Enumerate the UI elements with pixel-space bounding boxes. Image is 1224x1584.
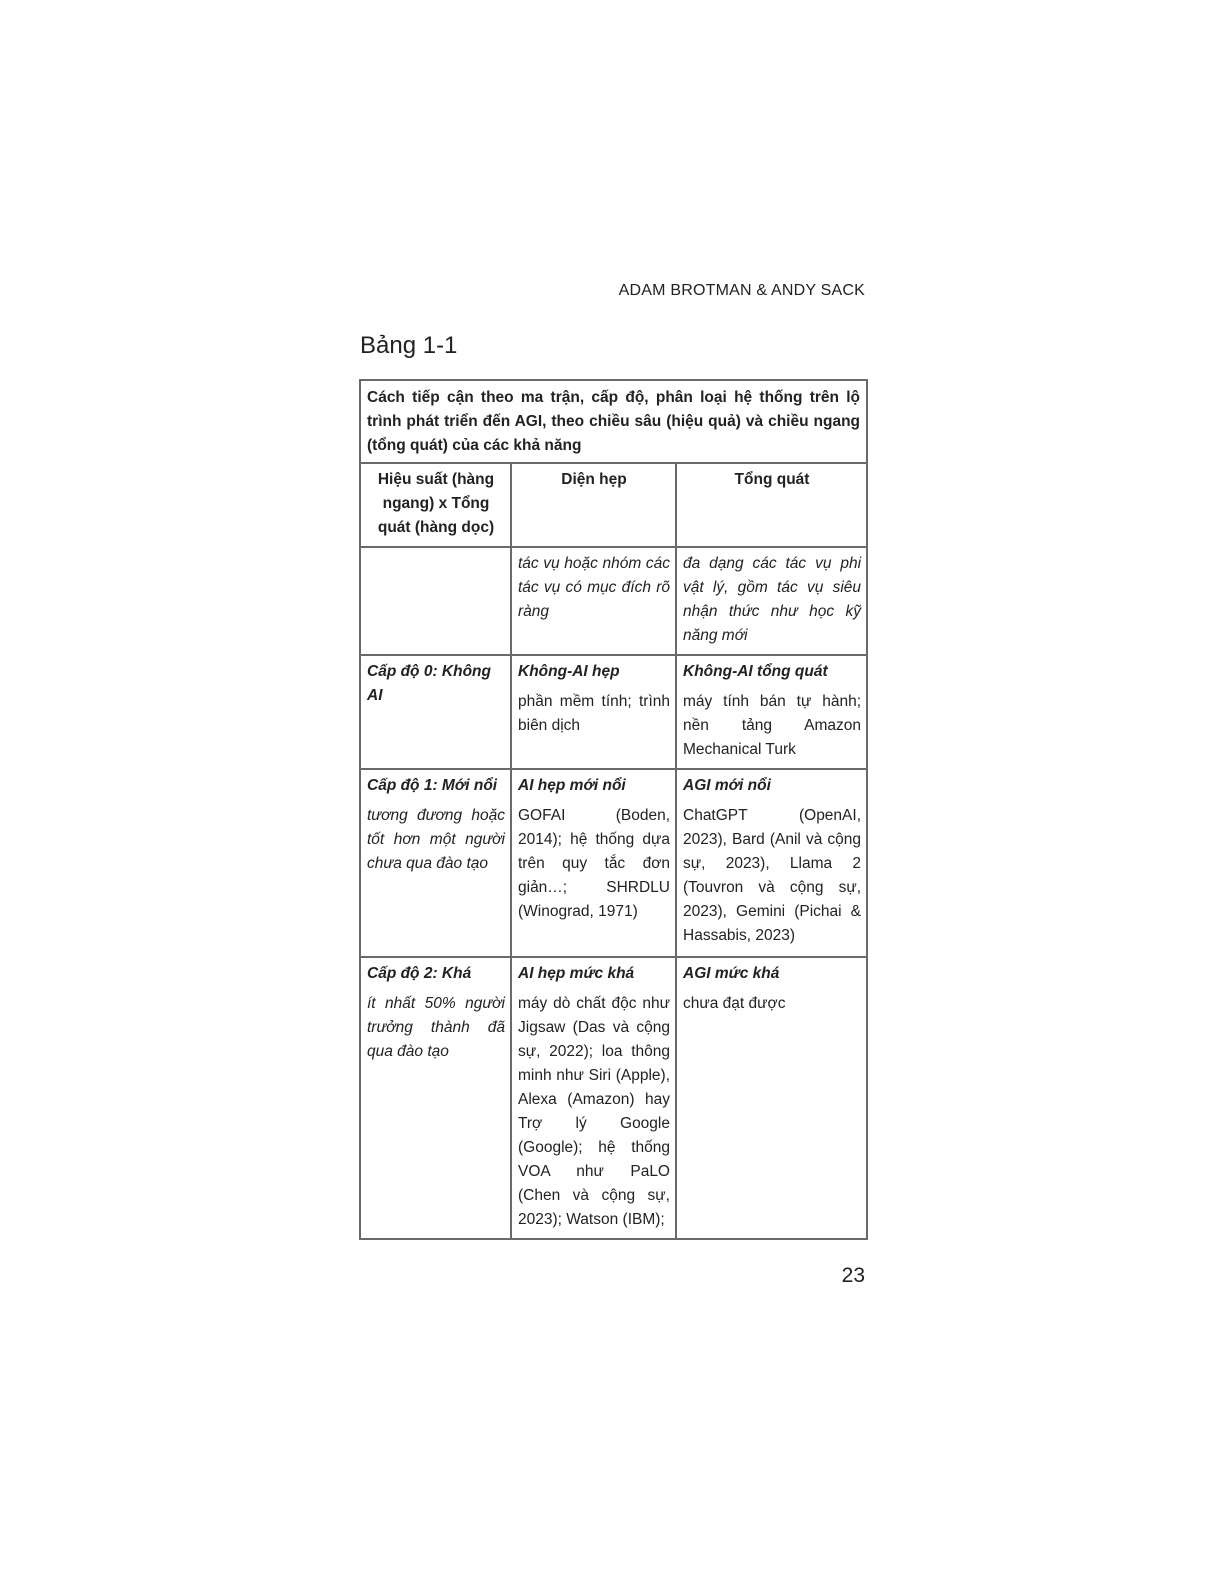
page-number: 23 (841, 1264, 865, 1287)
table-row (360, 957, 867, 1239)
level-cell (360, 769, 511, 957)
narrow-examples: GOFAI (Boden, 2014); hệ thống dựa trên quy tắc đơn giản…; SHRDLU (Winograd, 1971) (518, 807, 670, 920)
narrow-title: Không-AI hẹp (518, 663, 620, 680)
level-description: tương đương hoặc tốt hơn một người chưa qua đào tạo (367, 807, 505, 872)
narrow-definition: tác vụ hoặc nhóm các tác vụ có mục đích rõ ràng (511, 547, 676, 655)
general-definition: đa dạng các tác vụ phi vật lý, gồm tác vụ siêu nhận thức như học kỹ năng mới (676, 547, 867, 655)
empty-cell (360, 547, 511, 655)
table-row (360, 769, 867, 957)
general-title: Không-AI tổng quát (683, 663, 828, 680)
narrow-cell (511, 655, 676, 769)
level-cell (360, 957, 511, 1239)
narrow-title: AI hẹp mức khá (518, 965, 635, 982)
narrow-cell (511, 957, 676, 1239)
table-row (360, 655, 867, 769)
general-examples: chưa đạt được (683, 995, 786, 1012)
general-cell (676, 957, 867, 1239)
narrow-cell (511, 769, 676, 957)
caption-row (360, 380, 867, 463)
table-title: Bảng 1-1 (360, 332, 458, 359)
level-title: Cấp độ 1: Mới nổi (367, 777, 498, 794)
header-general: Tổng quát (676, 463, 867, 547)
header-narrow: Diện hẹp (511, 463, 676, 547)
running-head: ADAM BROTMAN & ANDY SACK (618, 282, 865, 299)
agi-levels-table (359, 379, 868, 1240)
level-cell (360, 655, 511, 769)
level-description: ít nhất 50% người trưởng thành đã qua đào tạo (367, 995, 505, 1060)
header-performance-generality: Hiệu suất (hàng ngang) x Tổng quát (hàng dọc) (360, 463, 511, 547)
general-cell (676, 655, 867, 769)
narrow-examples: phần mềm tính; trình biên dịch (518, 693, 670, 734)
general-examples: ChatGPT (OpenAI, 2023), Bard (Anil và cộng sự, 2023), Llama 2 (Touvron và cộng sự, 2023), Gemini (Pichai & Hassabis, 2023) (683, 807, 862, 944)
narrow-examples: máy dò chất độc như Jigsaw (Das và cộng sự, 2022); loa thông minh như Siri (Apple), Alexa (Amazon) hay Trợ lý Google (Google); hệ thống VOA như PaLO (Chen và cộng sự, 2023); Watson (IBM); (518, 995, 670, 1228)
definition-row (360, 547, 867, 655)
level-title: Cấp độ 2: Khá (367, 965, 472, 982)
general-title: AGI mới nổi (683, 777, 771, 794)
level-title: Cấp độ 0: Không AI (367, 663, 491, 704)
narrow-title: AI hẹp mới nổi (518, 777, 626, 794)
general-examples: máy tính bán tự hành; nền tảng Amazon Mechanical Turk (683, 693, 862, 758)
general-title: AGI mức khá (683, 965, 780, 982)
header-row (360, 463, 867, 547)
table-caption: Cách tiếp cận theo ma trận, cấp độ, phân loại hệ thống trên lộ trình phát triển đến AGI, theo chiều sâu (hiệu quả) và chiều ngang (tổng quát) của các khả năng (360, 380, 867, 463)
general-cell (676, 769, 867, 957)
